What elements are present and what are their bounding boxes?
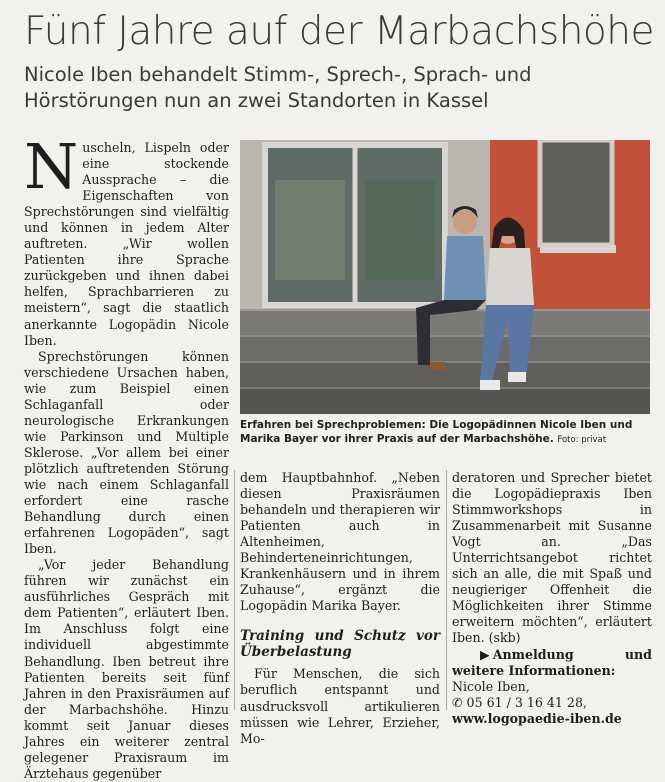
article-photo [240,140,650,414]
info-phone: ✆ 05 61 / 3 16 41 28, [452,694,587,710]
info-heading [452,647,652,679]
photo-illustration [240,140,650,414]
info-url[interactable]: www.logopaedie-iben.de [452,710,622,726]
column-divider [234,470,235,710]
section-subheading: Training und Schutz vor Überbelastung [240,628,440,661]
paragraph-causes: Sprechstörungen können verschiedene Ursachen haben, wie zum Beispiel einen Schlaganfall oder neurologische Erkrankungen wie Parkinson und Multiple Sklerose. „Vor allem bei einer plötzlich auftretenden Störung wie nach einem Schlaganfall erfordert eine rasche Behandlung durch einen erfahrenen Logopäden“, sagt Iben. [24,348,229,557]
article-column-1 [24,130,229,782]
intro-paragraph [24,130,229,349]
info-name: Nicole Iben, [452,678,530,694]
paragraph-workshops: deratoren und Sprecher bietet die Logopädiepraxis Iben Stimmworkshops in Zusammenarbeit mit Susanne Vogt an. „Das Unterrichtsangebot richtet sich an alle, die mit Spaß und neugieriger Offenheit die Möglichkeiten ihrer Stimme erweitern möchten“, erläutert Iben. (skb) [452,470,652,646]
column-divider [446,470,447,710]
article-column-3 [452,470,652,727]
dropcap-letter: N [24,130,79,203]
paragraph-treatment: „Vor jeder Behandlung führen wir zunächst ein ausführliches Gespräch mit dem Patienten“, erläutert Iben. Im Anschluss folgt eine individuell abgestimmte Behandlung. Iben betreut ihre Patienten bereits seit fünf Jahren in den Praxisräumen auf der Marbachshöhe. Hinzu kommt seit Januar dieses Jahres ein weiterer zentral gelegener Praxisraum im Ärztehaus gegenüber [24,557,229,781]
paragraph-training: Für Menschen, die sich beruflich entspannt und ausdrucksvoll artikulieren müssen wie Lehrer, Erzieher, Mo- [240,666,440,746]
info-heading-text: Anmeldung und weitere Informationen: [452,646,652,678]
photo-caption [240,418,655,447]
photo-credit: Foto: privat [557,435,607,445]
triangle-icon: ▶ [480,646,490,662]
headline: Fünf Jahre auf der Marbachshöhe [24,9,654,54]
article-column-2 [240,470,440,747]
paragraph-locations: dem Hauptbahnhof. „Neben diesen Praxisräumen behandeln und therapieren wir Patienten auch in Altenheimen, Behinderteneinrichtungen, Krankenhäusern und in ihrem Zuhause“, ergänzt die Logopädin Marika Bayer. [240,470,440,614]
subheadline: Nicole Iben behandelt Stimm-, Sprech-, Sprach- und Hörstörungen nun an zwei Standorten in Kassel [24,63,532,112]
intro-text: uscheln, Lispeln oder eine stockende Aussprache – die Eigenschaften von Sprechstörungen sind vielfältig und können in jedem Alter auftreten. „Wir wollen Patienten ihre Sprache zurückgeben und ihnen dabei helfen, Sprachbarrieren zu meistern“, sagt die staatlich anerkannte Logopädin Nicole Iben. [24,140,229,348]
caption-text: Erfahren bei Sprechproblemen: Die Logopädinnen Nicole Iben und Marika Bayer vor ihrer Praxis auf der Marbachshöhe. [240,419,633,445]
